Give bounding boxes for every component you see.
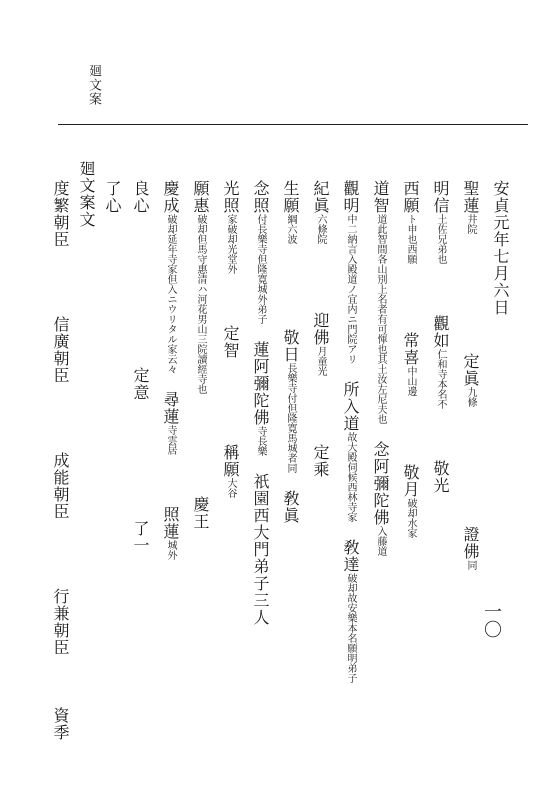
entry-text: 念照 (251, 180, 270, 214)
annotation-text: 付長樂寺但隆寛城外弟子 (255, 214, 266, 324)
text-column (104, 180, 120, 214)
annotation-text: 寺長樂 (255, 426, 266, 456)
spacer (342, 364, 358, 381)
annotation-text: 中山邊 (405, 366, 416, 396)
text-column (162, 180, 178, 560)
spacer (432, 264, 448, 315)
annotation-text: 月童光 (315, 346, 326, 376)
text-column (372, 180, 388, 556)
entry-text: 光照 (221, 180, 240, 214)
entry-text: 紀眞 (311, 180, 330, 214)
entry-text: 觀如 (431, 315, 450, 349)
entry-text: 聖蓮 (461, 180, 480, 214)
spacer (162, 374, 178, 391)
entry-text: 照蓮 (161, 506, 180, 540)
text-column (312, 180, 328, 478)
spacer (52, 248, 68, 316)
entry-text: 祇園西大門弟子三人 (251, 473, 270, 626)
entry-text: 尋蓮 (161, 391, 180, 425)
entry-text: 成能朝臣 (51, 452, 70, 520)
spacer (252, 456, 268, 473)
body-text (51, 160, 510, 741)
entry-text: 敬光 (431, 460, 450, 494)
entry-text: 資季 (51, 707, 70, 741)
entry-text: 證佛 (461, 526, 480, 560)
annotation-text: 寺雲居 (165, 425, 176, 455)
annotation-text: 仁和寺本名不 (435, 349, 446, 409)
text-column (222, 180, 238, 498)
entry-text: 敬月 (401, 464, 420, 498)
text-column (492, 180, 508, 316)
annotation-text: 中二納言入殿道ノ宜内ニ門院アリ (345, 214, 356, 364)
entry-text: 敎眞 (281, 490, 300, 524)
annotation-text: 破却但馬守惠清ハ河花男山三院讀經寺也 (195, 214, 206, 394)
entry-text: 願惠 (191, 180, 210, 214)
entry-text: 度繁朝臣 (51, 180, 70, 248)
entry-text: 生願 (281, 180, 300, 214)
annotation-text: 道此智間各山別上名者有可惲也其土汝左尼夫也 (375, 214, 386, 424)
spacer (52, 384, 68, 452)
annotation-text: 九條 (465, 387, 476, 407)
text-column (342, 180, 358, 683)
spacer (192, 394, 208, 496)
spacer (312, 376, 328, 444)
entry-text: 敎達 (341, 539, 360, 573)
annotation-text: 同 (465, 560, 476, 570)
entry-text: 觀明 (341, 180, 360, 214)
spacer (402, 396, 418, 464)
annotation-text: 大谷 (225, 478, 236, 498)
spacer (132, 214, 148, 367)
text-column (402, 180, 418, 538)
spacer (462, 234, 478, 353)
spacer (432, 409, 448, 460)
spacer (282, 244, 298, 329)
entry-text: 慶王 (191, 496, 210, 530)
annotation-text: 六條院 (315, 214, 326, 244)
annotation-text: 井院 (465, 214, 476, 234)
entry-text: 信廣朝臣 (51, 316, 70, 384)
spacer (282, 473, 298, 490)
entry-text: 常喜 (401, 332, 420, 366)
annotation-text: 家破却光堂外 (225, 214, 236, 274)
spacer (342, 522, 358, 539)
annotation-text: 破却延年寺家但入ニウリタル家云々 (165, 214, 176, 374)
entry-text: 念阿彌陀佛 (371, 441, 390, 526)
annotation-text: 故大殿伺候西林寺家 (345, 432, 356, 522)
spacer (312, 244, 328, 312)
entry-text: 定眞 (461, 353, 480, 387)
running-head: 廻文案 (86, 64, 101, 106)
text-column (132, 180, 148, 554)
text-column (78, 160, 94, 228)
header-rule (58, 124, 528, 125)
entry-text: 定智 (221, 325, 240, 359)
spacer (402, 264, 418, 332)
annotation-text: 破却水家 (405, 498, 416, 538)
entry-text: 安貞元年七月六日 (491, 180, 510, 316)
annotation-text: 綱六波 (285, 214, 296, 244)
page-number: 一〇 (481, 602, 502, 638)
entry-text: 定意 (131, 367, 150, 401)
annotation-text: 城外 (165, 540, 176, 560)
annotation-text: 土佐兄弟也 (435, 214, 446, 264)
text-column (432, 180, 448, 494)
text-column (282, 180, 298, 524)
entry-text: 定乘 (311, 444, 330, 478)
text-column (192, 180, 208, 530)
entry-text: 蓮阿彌陀佛 (251, 341, 270, 426)
entry-text: 良心 (131, 180, 150, 214)
entry-text: 行兼朝臣 (51, 588, 70, 656)
text-column (52, 180, 68, 741)
spacer (222, 359, 238, 444)
spacer (52, 656, 68, 707)
text-column (252, 180, 268, 626)
entry-text: 敬日 (281, 329, 300, 363)
entry-text: 迎佛 (311, 312, 330, 346)
entry-text: 了一 (131, 520, 150, 554)
annotation-text: ト申也西願 (405, 214, 416, 264)
annotation-text: 長樂寺付但隆寛馬城者同 (285, 363, 296, 473)
text-column (462, 180, 478, 570)
entry-text: 道智 (371, 180, 390, 214)
entry-text: 了心 (103, 180, 122, 214)
spacer (52, 520, 68, 588)
entry-text: 慶成 (161, 180, 180, 214)
spacer (462, 407, 478, 526)
annotation-text: 破却故安樂本名願明弟子 (345, 573, 356, 683)
spacer (132, 401, 148, 520)
entry-text: 明信 (431, 180, 450, 214)
spacer (162, 455, 178, 506)
annotation-text: 入藤道 (375, 526, 386, 556)
spacer (252, 324, 268, 341)
spacer (222, 274, 238, 325)
entry-text: 廻文案文 (77, 160, 96, 228)
entry-text: 所入道 (341, 381, 360, 432)
entry-text: 西願 (401, 180, 420, 214)
spacer (372, 424, 388, 441)
entry-text: 稱願 (221, 444, 240, 478)
